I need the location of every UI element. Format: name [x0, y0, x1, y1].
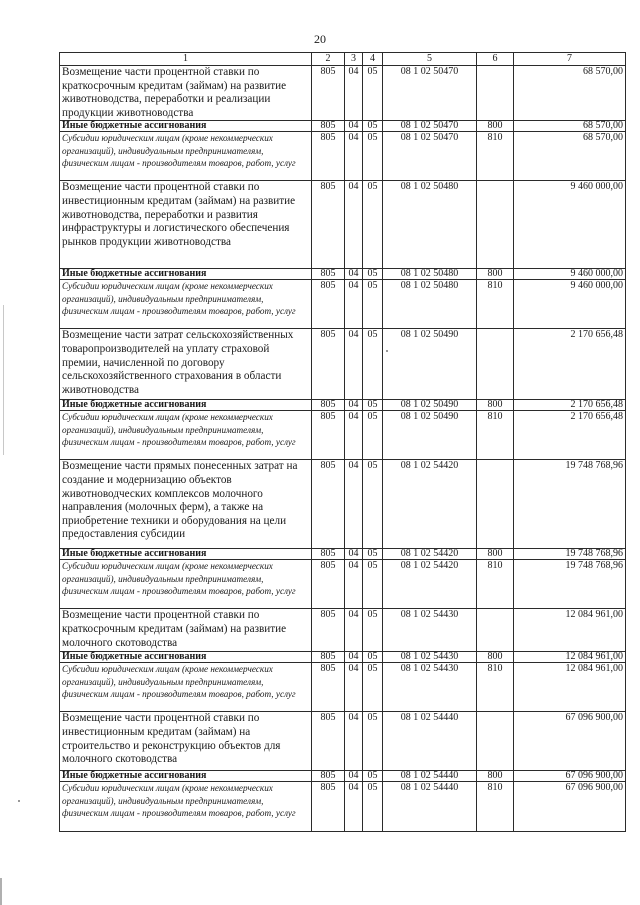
expense-type-code: 800	[477, 771, 514, 782]
subsection-code: 05	[363, 280, 383, 329]
subsection-code: 05	[363, 400, 383, 411]
ministry-code: 805	[312, 771, 345, 782]
row-name: Иные бюджетные ассигнования	[60, 269, 312, 280]
amount: 19 748 768,96	[514, 560, 626, 609]
scan-artifact	[0, 878, 2, 905]
target-article-code: 08 1 02 50470	[383, 66, 477, 121]
target-article-code: 08 1 02 54420	[383, 560, 477, 609]
ministry-code: 805	[312, 560, 345, 609]
subsection-code: 05	[363, 460, 383, 549]
column-header: 4	[363, 53, 383, 66]
row-name: Иные бюджетные ассигнования	[60, 549, 312, 560]
scan-artifact	[386, 350, 388, 352]
row-name: Субсидии юридическим лицам (кроме некоммерческих организаций), индивидуальным предпринимателям, физическим лицам - производителям товаров, работ, услуг	[60, 280, 312, 329]
target-article-code: 08 1 02 50470	[383, 121, 477, 132]
subsection-code: 05	[363, 609, 383, 652]
row-name: Субсидии юридическим лицам (кроме некоммерческих организаций), индивидуальным предпринимателям, физическим лицам - производителям товаров, работ, услуг	[60, 560, 312, 609]
expense-type-code	[477, 609, 514, 652]
target-article-code: 08 1 02 54420	[383, 549, 477, 560]
subsection-code: 05	[363, 181, 383, 269]
target-article-code: 08 1 02 54420	[383, 460, 477, 549]
amount: 67 096 900,00	[514, 771, 626, 782]
expense-type-code	[477, 712, 514, 771]
amount: 12 084 961,00	[514, 663, 626, 712]
expense-type-code: 810	[477, 560, 514, 609]
section-code: 04	[345, 782, 363, 832]
row-name: Возмещение части прямых понесенных затрат на создание и модернизацию объектов животноводческих комплексов молочного направления (молочных ферм), а также на приобретение техники и оборудования на цели предоставления субсидии	[60, 460, 312, 549]
section-code: 04	[345, 560, 363, 609]
target-article-code: 08 1 02 54430	[383, 609, 477, 652]
subsection-code: 05	[363, 560, 383, 609]
table-row	[60, 181, 626, 269]
row-name: Возмещение части процентной ставки по краткосрочным кредитам (займам) на развитие животноводства, переработки и реализации продукции животноводства	[60, 66, 312, 121]
section-code: 04	[345, 329, 363, 400]
section-code: 04	[345, 66, 363, 121]
expense-type-code	[477, 329, 514, 400]
row-name: Иные бюджетные ассигнования	[60, 652, 312, 663]
table-row	[60, 269, 626, 280]
column-header: 7	[514, 53, 626, 66]
expense-type-code: 810	[477, 411, 514, 460]
amount: 9 460 000,00	[514, 280, 626, 329]
ministry-code: 805	[312, 549, 345, 560]
subsection-code: 05	[363, 66, 383, 121]
expense-type-code: 810	[477, 663, 514, 712]
amount: 68 570,00	[514, 121, 626, 132]
expense-type-code	[477, 181, 514, 269]
amount: 68 570,00	[514, 66, 626, 121]
subsection-code: 05	[363, 411, 383, 460]
column-number-row	[60, 53, 626, 66]
row-name: Иные бюджетные ассигнования	[60, 771, 312, 782]
row-name: Субсидии юридическим лицам (кроме некоммерческих организаций), индивидуальным предпринимателям, физическим лицам - производителям товаров, работ, услуг	[60, 411, 312, 460]
row-name: Иные бюджетные ассигнования	[60, 121, 312, 132]
ministry-code: 805	[312, 663, 345, 712]
table-row	[60, 280, 626, 329]
page-number: 20	[314, 32, 326, 46]
ministry-code: 805	[312, 269, 345, 280]
section-code: 04	[345, 181, 363, 269]
target-article-code: 08 1 02 50490	[383, 329, 477, 400]
amount: 2 170 656,48	[514, 329, 626, 400]
table-row	[60, 132, 626, 181]
subsection-code: 05	[363, 132, 383, 181]
target-article-code: 08 1 02 54430	[383, 652, 477, 663]
target-article-code: 08 1 02 54440	[383, 771, 477, 782]
row-name: Субсидии юридическим лицам (кроме некоммерческих организаций), индивидуальным предпринимателям, физическим лицам - производителям товаров, работ, услуг	[60, 782, 312, 832]
amount: 19 748 768,96	[514, 460, 626, 549]
expense-type-code: 800	[477, 549, 514, 560]
target-article-code: 08 1 02 54430	[383, 663, 477, 712]
expense-type-code	[477, 66, 514, 121]
section-code: 04	[345, 771, 363, 782]
target-article-code: 08 1 02 50480	[383, 181, 477, 269]
table-row	[60, 782, 626, 832]
table-row	[60, 549, 626, 560]
row-name: Возмещение части процентной ставки по инвестиционным кредитам (займам) на развитие животноводства, переработки и развития инфраструктуры и логистического обеспечения рынков продукции животноводства	[60, 181, 312, 269]
table-row	[60, 460, 626, 549]
expense-type-code: 800	[477, 652, 514, 663]
table-row	[60, 560, 626, 609]
target-article-code: 08 1 02 50470	[383, 132, 477, 181]
ministry-code: 805	[312, 280, 345, 329]
section-code: 04	[345, 269, 363, 280]
scan-artifact	[3, 305, 4, 455]
target-article-code: 08 1 02 50490	[383, 400, 477, 411]
amount: 2 170 656,48	[514, 400, 626, 411]
amount: 67 096 900,00	[514, 712, 626, 771]
ministry-code: 805	[312, 411, 345, 460]
column-header: 1	[60, 53, 312, 66]
table-row	[60, 121, 626, 132]
target-article-code: 08 1 02 50480	[383, 280, 477, 329]
amount: 9 460 000,00	[514, 181, 626, 269]
ministry-code: 805	[312, 712, 345, 771]
subsection-code: 05	[363, 549, 383, 560]
ministry-code: 805	[312, 652, 345, 663]
subsection-code: 05	[363, 771, 383, 782]
section-code: 04	[345, 132, 363, 181]
ministry-code: 805	[312, 181, 345, 269]
expense-type-code: 800	[477, 121, 514, 132]
amount: 2 170 656,48	[514, 411, 626, 460]
ministry-code: 805	[312, 329, 345, 400]
table-row	[60, 329, 626, 400]
target-article-code: 08 1 02 50480	[383, 269, 477, 280]
column-header: 5	[383, 53, 477, 66]
table-row	[60, 771, 626, 782]
row-name: Возмещение части процентной ставки по инвестиционным кредитам (займам) на строительство и реконструкцию объектов для молочного скотоводства	[60, 712, 312, 771]
section-code: 04	[345, 609, 363, 652]
target-article-code: 08 1 02 54440	[383, 712, 477, 771]
table-row	[60, 712, 626, 771]
section-code: 04	[345, 549, 363, 560]
row-name: Возмещение части процентной ставки по краткосрочным кредитам (займам) на развитие молочного скотоводства	[60, 609, 312, 652]
table-row	[60, 411, 626, 460]
subsection-code: 05	[363, 652, 383, 663]
subsection-code: 05	[363, 712, 383, 771]
budget-table	[59, 52, 626, 832]
column-header: 3	[345, 53, 363, 66]
amount: 67 096 900,00	[514, 782, 626, 832]
expense-type-code: 810	[477, 280, 514, 329]
column-header: 2	[312, 53, 345, 66]
amount: 9 460 000,00	[514, 269, 626, 280]
expense-type-code: 800	[477, 269, 514, 280]
ministry-code: 805	[312, 609, 345, 652]
subsection-code: 05	[363, 329, 383, 400]
section-code: 04	[345, 652, 363, 663]
row-name: Субсидии юридическим лицам (кроме некоммерческих организаций), индивидуальным предпринимателям, физическим лицам - производителям товаров, работ, услуг	[60, 663, 312, 712]
column-header: 6	[477, 53, 514, 66]
subsection-code: 05	[363, 269, 383, 280]
expense-type-code	[477, 460, 514, 549]
section-code: 04	[345, 411, 363, 460]
row-name: Субсидии юридическим лицам (кроме некоммерческих организаций), индивидуальным предпринимателям, физическим лицам - производителям товаров, работ, услуг	[60, 132, 312, 181]
expense-type-code: 800	[477, 400, 514, 411]
section-code: 04	[345, 663, 363, 712]
scan-artifact	[18, 800, 20, 802]
target-article-code: 08 1 02 50490	[383, 411, 477, 460]
section-code: 04	[345, 280, 363, 329]
expense-type-code: 810	[477, 782, 514, 832]
section-code: 04	[345, 460, 363, 549]
ministry-code: 805	[312, 132, 345, 181]
table-row	[60, 663, 626, 712]
table-row	[60, 400, 626, 411]
section-code: 04	[345, 400, 363, 411]
table-row	[60, 66, 626, 121]
table-row	[60, 609, 626, 652]
ministry-code: 805	[312, 121, 345, 132]
amount: 68 570,00	[514, 132, 626, 181]
target-article-code: 08 1 02 54440	[383, 782, 477, 832]
subsection-code: 05	[363, 782, 383, 832]
section-code: 04	[345, 121, 363, 132]
subsection-code: 05	[363, 663, 383, 712]
table-row	[60, 652, 626, 663]
subsection-code: 05	[363, 121, 383, 132]
row-name: Возмещение части затрат сельскохозяйственных товаропроизводителей на уплату страховой премии, начисленной по договору сельскохозяйственного страхования в области животноводства	[60, 329, 312, 400]
amount: 19 748 768,96	[514, 549, 626, 560]
expense-type-code: 810	[477, 132, 514, 181]
row-name: Иные бюджетные ассигнования	[60, 400, 312, 411]
ministry-code: 805	[312, 66, 345, 121]
ministry-code: 805	[312, 460, 345, 549]
section-code: 04	[345, 712, 363, 771]
ministry-code: 805	[312, 782, 345, 832]
amount: 12 084 961,00	[514, 609, 626, 652]
ministry-code: 805	[312, 400, 345, 411]
amount: 12 084 961,00	[514, 652, 626, 663]
